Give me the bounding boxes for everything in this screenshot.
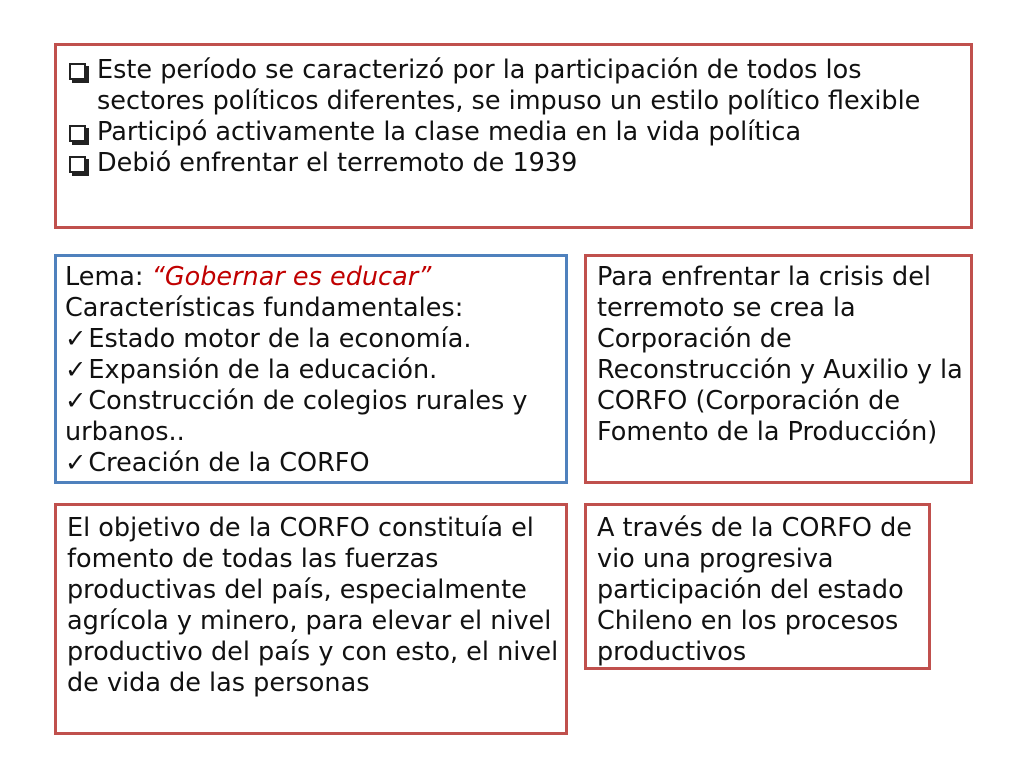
checkbox-bullet-icon bbox=[69, 156, 86, 173]
check-item bbox=[65, 448, 559, 479]
bullet-item bbox=[67, 148, 956, 179]
checkbox-bullet-icon bbox=[69, 63, 86, 80]
check-item-text: Expansión de la educación. bbox=[88, 355, 438, 385]
check-item bbox=[65, 355, 559, 386]
lema-box bbox=[54, 254, 568, 484]
objetivo-text: El objetivo de la CORFO constituía el fomento de todas las fuerzas productivas del país, especialmente agrícola y minero, para elevar el nivel productivo del país y con esto, el nivel de vida de las personas bbox=[67, 513, 559, 698]
bullet-text: Este período se caracterizó por la participación de todos los sectores políticos diferentes, se impuso un estilo político flexible bbox=[97, 55, 921, 116]
lema-line bbox=[65, 262, 559, 293]
check-item-text: Creación de la CORFO bbox=[88, 448, 370, 478]
objetivo-box bbox=[54, 503, 568, 735]
bullet-text: Debió enfrentar el terremoto de 1939 bbox=[97, 148, 578, 178]
check-icon: ✓ bbox=[65, 448, 87, 478]
crisis-text: Para enfrentar la crisis del terremoto se crea la Corporación de Reconstrucción y Auxilio y la CORFO (Corporación de Fomento de la Producción) bbox=[597, 262, 963, 447]
summary-box bbox=[54, 43, 973, 229]
check-item-text: Estado motor de la economía. bbox=[88, 324, 472, 354]
lema-label: Lema: bbox=[65, 262, 152, 292]
checkbox-bullet-icon bbox=[69, 125, 86, 142]
check-item-text: Construcción de colegios rurales y urbanos.. bbox=[65, 386, 528, 447]
bullet-item bbox=[67, 117, 956, 148]
traves-box bbox=[584, 503, 931, 670]
crisis-box bbox=[584, 254, 973, 484]
lema-quote: “Gobernar es educar” bbox=[151, 262, 432, 292]
traves-text: A través de la CORFO de vio una progresiva participación del estado Chileno en los procesos productivos bbox=[597, 513, 912, 667]
check-item bbox=[65, 324, 559, 355]
check-item bbox=[65, 386, 559, 448]
check-icon: ✓ bbox=[65, 386, 87, 416]
bullet-text: Participó activamente la clase media en la vida política bbox=[97, 117, 802, 147]
bullet-item bbox=[67, 55, 956, 117]
check-icon: ✓ bbox=[65, 324, 87, 354]
check-icon: ✓ bbox=[65, 355, 87, 385]
characteristics-heading: Características fundamentales: bbox=[65, 293, 464, 323]
